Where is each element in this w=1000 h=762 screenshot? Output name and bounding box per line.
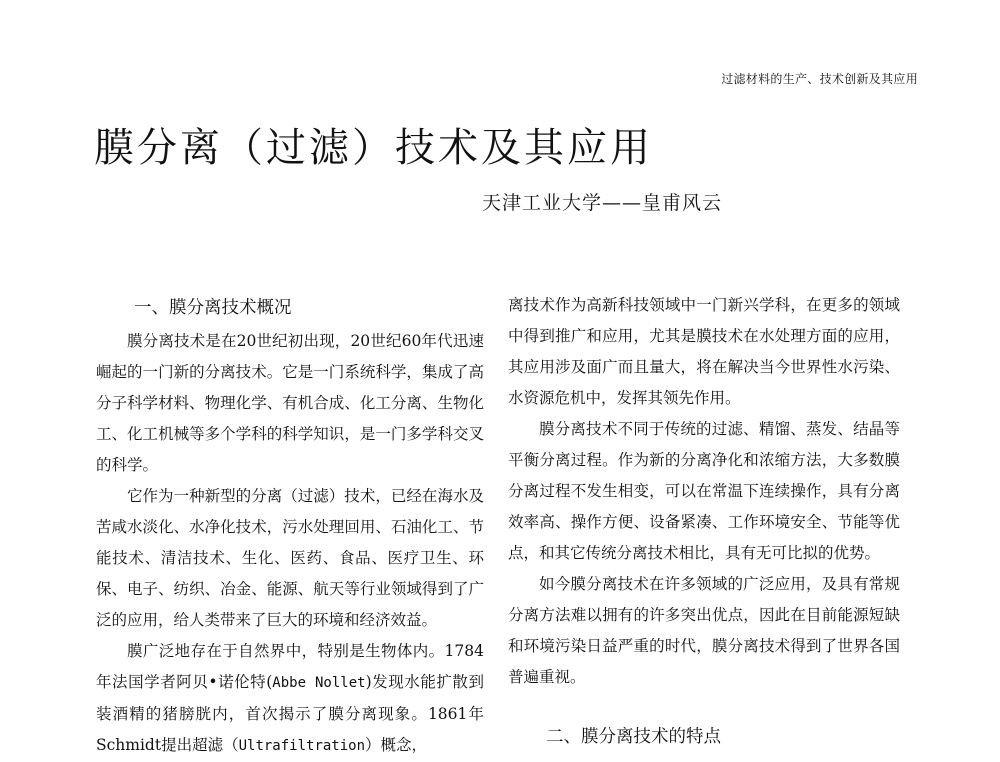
section-heading-overview: 一、膜分离技术概况 xyxy=(134,298,292,318)
paragraph: 膜分离技术不同于传统的过滤、精馏、蒸发、结晶等平衡分离过程。作为新的分离净化和浓缩方法，大多数膜分离过程不发生相变，可以在常温下连续操作，具有分离效率高、操作方便、设备紧凑、工作环境安全、节能等优点，和其它传统分离技术相比，具有无可比拟的优势。 xyxy=(508,420,900,562)
left-column xyxy=(96,290,484,762)
text-run-latin: Abbe Nollet xyxy=(272,675,366,691)
section-heading-features: 二、膜分离技术的特点 xyxy=(546,727,721,747)
text-run: 膜广泛地存在于自然界中，特别是生物体内。1784年法国学者阿贝•诺伦特( xyxy=(96,642,484,691)
paragraph: 膜分离技术是在20世纪初出现，20世纪60年代迅速崛起的一门新的分离技术。它是一门系统科学，集成了高分子科学材料、物理化学、有机合成、化工分离、生物化工、化工机械等多个学科的科学知识，是一门多学科交叉的科学。 xyxy=(96,332,484,474)
paragraph: 离技术作为高新科技领域中一门新兴学科，在更多的领域中得到推广和应用，尤其是膜技术在水处理方面的应用，其应用涉及面广而且量大，将在解决当今世界性水污染、水资源危机中，发挥其领先作用。 xyxy=(508,296,900,407)
text-run: )发现水能扩散到装酒精的猪膀胱内，首次揭示了膜分离现象。1861年Schmidt提出超滤（ xyxy=(96,673,484,754)
running-header: 过滤材料的生产、技术创新及其应用 xyxy=(721,72,918,86)
text-run: ）概念， xyxy=(365,736,428,754)
text-run-latin: Ultrafiltration xyxy=(238,738,366,754)
author-line: 天津工业大学——皇甫风云 xyxy=(482,192,723,214)
paragraph: 如今膜分离技术在许多领域的广泛应用，及具有常规分离方法难以拥有的许多突出优点，因此在目前能源短缺和环境污染日益严重的时代，膜分离技术得到了世界各国普遍重视。 xyxy=(508,575,900,686)
paragraph xyxy=(96,636,484,762)
paragraph: 它作为一种新型的分离（过滤）技术，已经在海水及苦咸水淡化、水净化技术，污水处理回用、石油化工、节能技术、清洁技术、生化、医药、食品、医疗卫生、环保、电子、纺织、冶金、能源、航天等行业领域得到了广泛的应用，给人类带来了巨大的环境和经济效益。 xyxy=(96,487,484,629)
article-title: 膜分离（过滤）技术及其应用 xyxy=(94,125,653,171)
right-column xyxy=(508,290,900,755)
